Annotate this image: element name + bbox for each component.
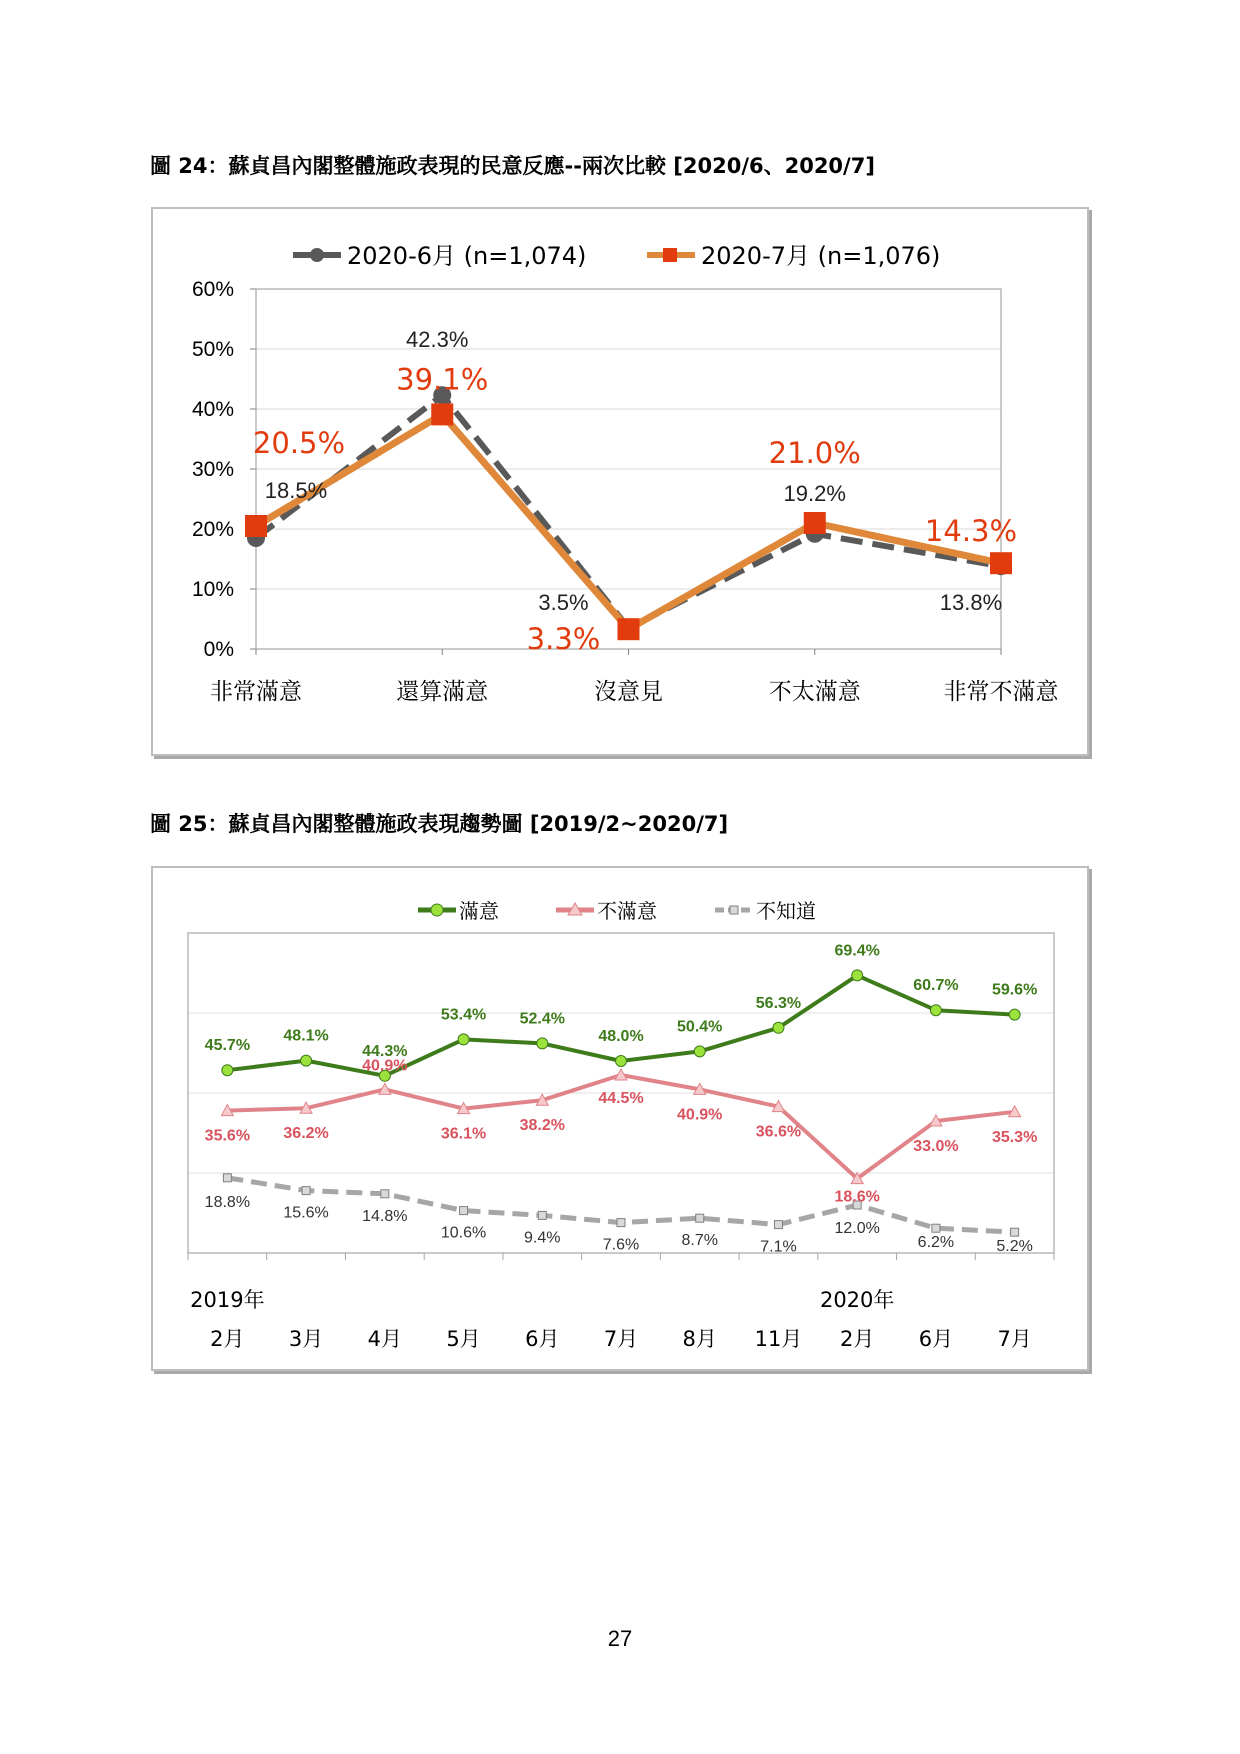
series-unknown-data-label: 12.0% xyxy=(834,1220,880,1237)
series-unknown-point xyxy=(538,1211,546,1219)
figure-25-caption: 圖 25：蘇貞昌內閣整體施政表現趨勢圖 [2019/2~2020/7] xyxy=(150,812,729,836)
x-tick-label: 2月 xyxy=(839,1327,875,1351)
x-tick-label: 7月 xyxy=(997,1327,1032,1351)
series-dissatisfied-data-label: 36.1% xyxy=(440,1125,487,1143)
legend-unknown-swatch-marker xyxy=(730,906,738,914)
series-jul-point xyxy=(431,403,453,425)
x-year-label: 2019年 xyxy=(190,1288,265,1312)
series-unknown-point xyxy=(223,1174,231,1182)
series-jul-point xyxy=(804,512,826,534)
series-satisfied-data-label: 48.0% xyxy=(598,1028,644,1045)
series-jun-line xyxy=(256,395,1001,628)
x-tick-label: 6月 xyxy=(525,1327,560,1351)
y-tick-label: 0% xyxy=(203,638,234,661)
series-unknown-data-label: 15.6% xyxy=(283,1204,329,1222)
legend-jul-label: 2020-7月 (n=1,076) xyxy=(701,242,941,270)
legend-satisfied-label: 滿意 xyxy=(459,899,499,923)
series-satisfied-point xyxy=(930,1005,941,1016)
x-tick-label: 11月 xyxy=(754,1327,803,1351)
y-tick-label: 30% xyxy=(191,458,234,481)
series-unknown-point xyxy=(302,1187,310,1195)
series-satisfied-data-label: 59.6% xyxy=(991,981,1038,999)
series-unknown-data-label: 18.8% xyxy=(204,1193,251,1211)
series-unknown-point xyxy=(460,1207,468,1215)
x-tick-label: 5月 xyxy=(446,1327,481,1351)
legend-satisfied-swatch-marker xyxy=(431,904,443,916)
series-jun-data-label: 3.5% xyxy=(538,590,589,615)
x-tick-label: 沒意見 xyxy=(594,679,663,705)
legend-jun-label: 2020-6月 (n=1,074) xyxy=(347,242,587,270)
figure-24-chart-frame xyxy=(151,207,1089,756)
figure-25-chart-frame xyxy=(151,866,1089,1371)
series-dissatisfied-data-label: 35.3% xyxy=(991,1128,1038,1146)
series-dissatisfied-data-label: 33.0% xyxy=(913,1138,959,1155)
series-unknown-point xyxy=(696,1214,704,1222)
legend-dissatisfied-label: 不滿意 xyxy=(597,899,657,923)
series-unknown-data-label: 7.1% xyxy=(760,1238,797,1256)
series-satisfied-data-label: 56.3% xyxy=(755,994,802,1012)
figure-24-chart xyxy=(153,209,1087,754)
series-unknown-point xyxy=(617,1219,625,1227)
series-unknown-point xyxy=(774,1221,782,1229)
series-unknown-data-label: 7.6% xyxy=(602,1236,640,1254)
series-unknown-data-label: 6.2% xyxy=(917,1234,955,1252)
series-satisfied-point xyxy=(458,1034,469,1045)
series-jun-data-label: 42.3% xyxy=(406,327,469,353)
x-tick-label: 非常不滿意 xyxy=(943,679,1059,705)
series-satisfied-data-label: 60.7% xyxy=(913,977,959,995)
y-tick-label: 50% xyxy=(191,338,234,361)
series-jun-data-label: 18.5% xyxy=(264,478,328,503)
series-satisfied-point xyxy=(537,1038,548,1049)
series-dissatisfied-data-label: 44.5% xyxy=(598,1090,644,1107)
figure-25-chart xyxy=(153,868,1087,1369)
series-dissatisfied-data-label: 40.9% xyxy=(362,1057,408,1075)
legend-jul-swatch-marker xyxy=(663,248,677,262)
x-tick-label: 7月 xyxy=(603,1327,639,1351)
series-jun-data-label: 13.8% xyxy=(939,590,1003,616)
series-jul-data-label: 39.1% xyxy=(396,362,489,397)
series-unknown-data-label: 8.7% xyxy=(681,1232,718,1250)
series-unknown-point xyxy=(1011,1228,1019,1236)
series-dissatisfied-data-label: 36.2% xyxy=(283,1125,329,1143)
series-jul-point xyxy=(618,618,640,640)
x-tick-label: 6月 xyxy=(918,1327,954,1351)
series-jul-data-label: 20.5% xyxy=(252,426,346,460)
series-jul-line xyxy=(256,414,1001,629)
series-satisfied-data-label: 44.3% xyxy=(362,1042,408,1060)
x-tick-label: 2月 xyxy=(210,1327,245,1351)
series-satisfied-point xyxy=(852,970,863,981)
series-unknown-data-label: 5.2% xyxy=(996,1238,1033,1256)
series-jul-data-label: 14.3% xyxy=(924,514,1018,549)
series-satisfied-data-label: 69.4% xyxy=(834,942,880,960)
series-jul-data-label: 3.3% xyxy=(526,622,601,657)
series-unknown-data-label: 9.4% xyxy=(524,1229,561,1247)
series-jul-point xyxy=(245,515,267,537)
legend-jun-swatch-marker xyxy=(310,248,324,262)
series-dissatisfied-data-label: 36.6% xyxy=(755,1123,802,1141)
series-satisfied-point xyxy=(222,1065,233,1076)
series-satisfied-point xyxy=(616,1056,627,1067)
series-satisfied-data-label: 53.4% xyxy=(440,1006,487,1024)
series-satisfied-data-label: 50.4% xyxy=(677,1018,723,1036)
series-unknown-point xyxy=(381,1190,389,1198)
series-satisfied-point xyxy=(1009,1009,1020,1020)
y-tick-label: 60% xyxy=(191,278,234,301)
series-satisfied-data-label: 52.4% xyxy=(519,1010,565,1028)
series-jul-point xyxy=(990,552,1012,574)
x-tick-label: 還算滿意 xyxy=(396,679,489,705)
x-tick-label: 不太滿意 xyxy=(768,679,861,705)
y-tick-label: 10% xyxy=(191,578,234,601)
series-satisfied-data-label: 45.7% xyxy=(204,1037,251,1055)
series-dissatisfied-data-label: 18.6% xyxy=(834,1188,880,1206)
series-jun-data-label: 19.2% xyxy=(783,480,846,506)
series-satisfied-point xyxy=(694,1046,705,1057)
x-tick-label: 4月 xyxy=(367,1327,403,1351)
x-tick-label: 3月 xyxy=(288,1327,324,1351)
x-year-label: 2020年 xyxy=(819,1288,895,1312)
series-unknown-data-label: 14.8% xyxy=(362,1207,408,1225)
series-satisfied-data-label: 48.1% xyxy=(283,1027,329,1045)
series-jul-data-label: 21.0% xyxy=(768,436,861,470)
page-number: 27 xyxy=(607,1626,633,1651)
y-tick-label: 40% xyxy=(191,398,234,421)
x-tick-label: 非常滿意 xyxy=(210,679,302,705)
series-satisfied-point xyxy=(773,1022,784,1033)
y-tick-label: 20% xyxy=(191,518,234,541)
series-dissatisfied-data-label: 35.6% xyxy=(204,1127,251,1145)
legend-unknown-label: 不知道 xyxy=(756,899,816,923)
series-dissatisfied-data-label: 40.9% xyxy=(677,1106,723,1124)
series-dissatisfied-data-label: 38.2% xyxy=(519,1117,565,1135)
series-unknown-point xyxy=(932,1224,940,1232)
series-unknown-data-label: 10.6% xyxy=(440,1224,487,1242)
series-satisfied-point xyxy=(301,1055,312,1066)
x-tick-label: 8月 xyxy=(682,1327,717,1351)
figure-24-caption: 圖 24：蘇貞昌內閣整體施政表現的民意反應--兩次比較 [2020/6、2020/7] xyxy=(150,154,875,178)
